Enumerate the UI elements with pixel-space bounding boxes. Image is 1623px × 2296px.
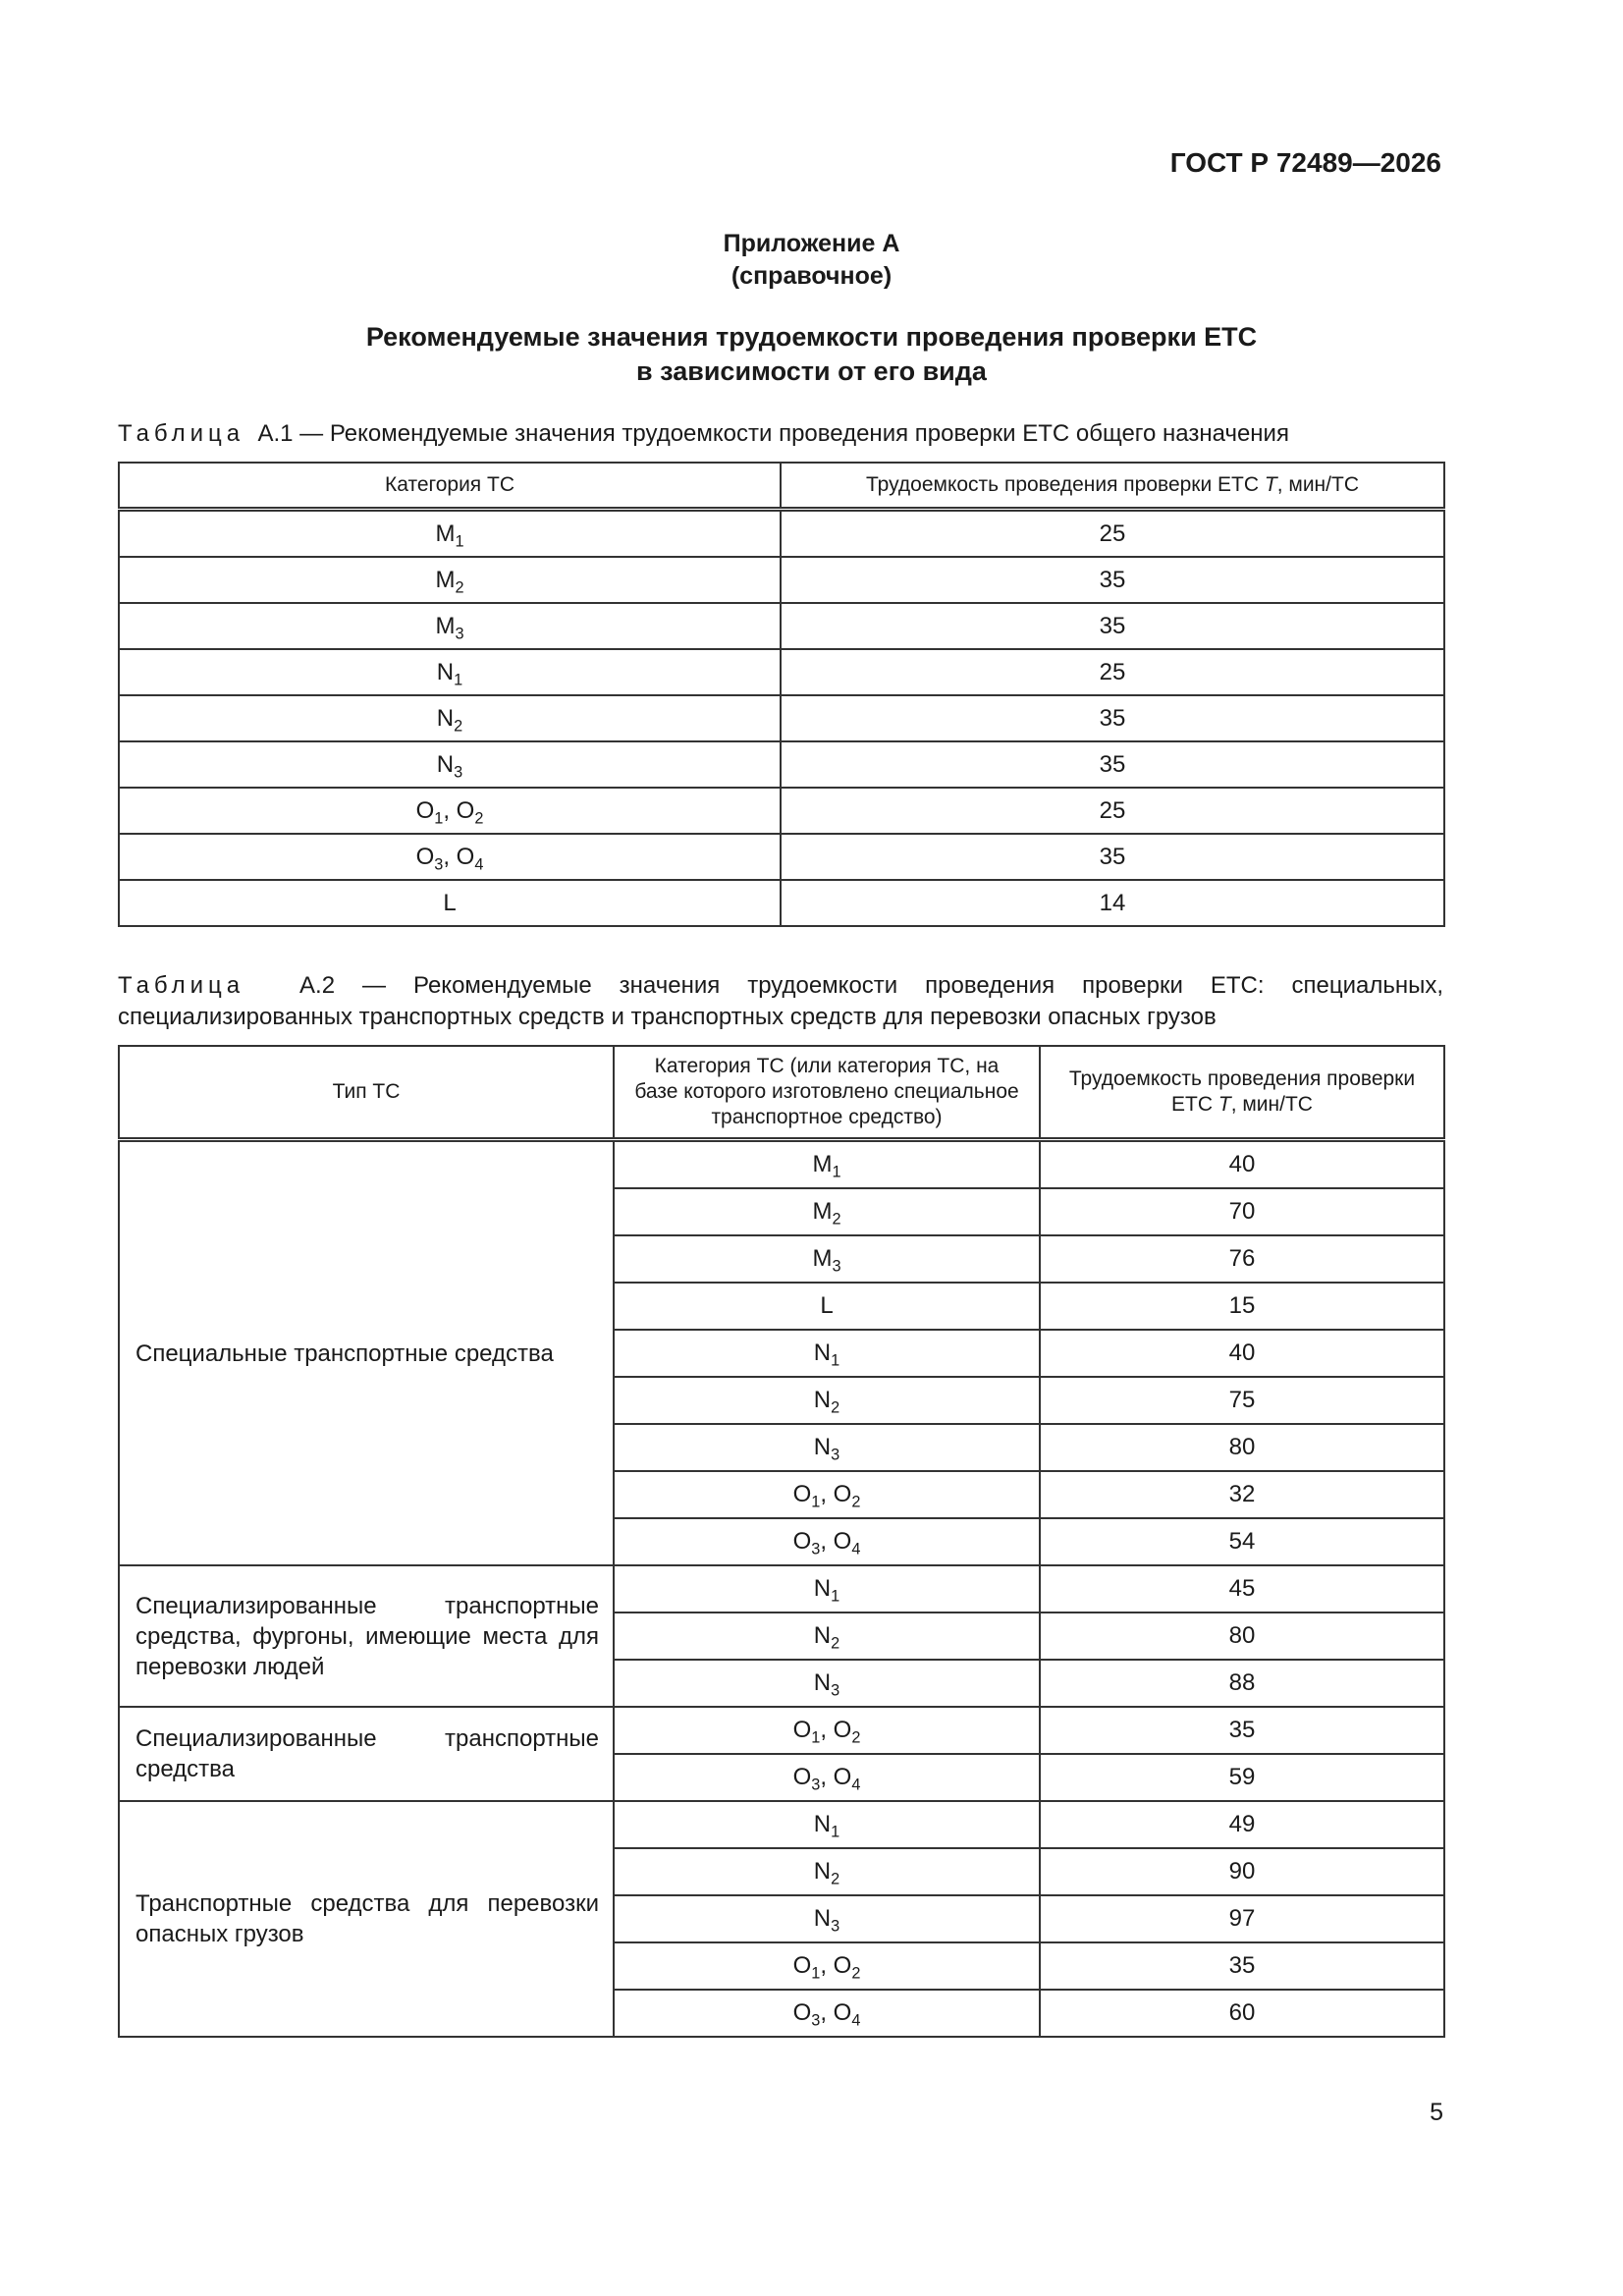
table2-category-cell: $M_2$ [614, 1188, 1040, 1235]
table2-header-value: Трудоемкость проведения проверки ЕТС T, мин/ТС [1040, 1046, 1444, 1140]
table2-type-cell: Специализированные транспортные средства [119, 1707, 614, 1801]
page-number: 5 [1430, 2099, 1443, 2126]
table2-category-cell: $N_1$ [614, 1801, 1040, 1848]
table2-value-cell: 97 [1040, 1895, 1444, 1942]
table2-value-cell: 54 [1040, 1518, 1444, 1565]
table1-value-cell: 35 [781, 741, 1444, 788]
table2-category-cell: $O_3$, $O_4$ [614, 1754, 1040, 1801]
table1-header-value: Трудоемкость проведения проверки ЕТС T, мин/ТС [781, 463, 1444, 510]
table1-value-cell: 25 [781, 788, 1444, 834]
table2-type-cell: Специализированные транспортные средства, фургоны, имеющие места для перевозки людей [119, 1565, 614, 1707]
table1-row [119, 649, 1444, 695]
table1-category-cell: $M_3$ [119, 603, 781, 649]
table2-row [119, 1140, 1444, 1189]
table1-category-cell: $N_2$ [119, 695, 781, 741]
table2-row [119, 1565, 1444, 1613]
table2-category-cell: $N_1$ [614, 1565, 1040, 1613]
table1-row [119, 557, 1444, 603]
table2-header-type: Тип ТС [119, 1046, 614, 1140]
table2-category-cell: $N_2$ [614, 1377, 1040, 1424]
table1-value-cell: 35 [781, 834, 1444, 880]
table1-header-category: Категория ТС [119, 463, 781, 510]
table2-caption [118, 970, 1443, 1033]
table1-row [119, 834, 1444, 880]
table1-row [119, 510, 1444, 558]
table2-category-cell: L [614, 1283, 1040, 1330]
table1-row [119, 603, 1444, 649]
table1-category-cell: $O_1$, $O_2$ [119, 788, 781, 834]
table2-value-cell: 35 [1040, 1707, 1444, 1754]
table1-category-cell: L [119, 880, 781, 926]
table2-category-cell: $N_3$ [614, 1424, 1040, 1471]
table1-row [119, 695, 1444, 741]
table1-value-cell: 25 [781, 510, 1444, 558]
table2-category-cell: $M_1$ [614, 1140, 1040, 1189]
annex-status: (справочное) [730, 262, 893, 290]
table2-value-cell: 75 [1040, 1377, 1444, 1424]
table1-value-cell: 25 [781, 649, 1444, 695]
table2-category-cell: $O_1$, $O_2$ [614, 1707, 1040, 1754]
table2-header-category: Категория ТС (или категория ТС, на базе которого изготовлено специальное транспортное средство) [614, 1046, 1040, 1140]
table2-value-cell: 88 [1040, 1660, 1444, 1707]
table2-value-cell: 32 [1040, 1471, 1444, 1518]
table2-row [119, 1707, 1444, 1754]
table2-category-cell: $O_3$, $O_4$ [614, 1518, 1040, 1565]
table2-category-cell: $O_3$, $O_4$ [614, 1990, 1040, 2037]
table2-value-cell: 70 [1040, 1188, 1444, 1235]
table2-category-cell: $N_1$ [614, 1330, 1040, 1377]
table2-caption-text: А.2 — Рекомендуемые значения трудоемкости проведения проверки ЕТС: специальных, специализированных транспортных средств и транспортных средств для перевозки опасных грузов [118, 972, 1444, 1030]
table2-type-cell: Специальные транспортные средства [119, 1140, 614, 1566]
table1-header-row [119, 463, 1444, 510]
annex-heading-line1: Рекомендуемые значения трудоемкости проведения проверки ЕТС [365, 322, 1258, 352]
table1 [118, 462, 1445, 927]
table2-category-cell: $N_3$ [614, 1895, 1040, 1942]
table2-category-cell: $O_1$, $O_2$ [614, 1471, 1040, 1518]
table1-category-cell: $N_1$ [119, 649, 781, 695]
table2-value-cell: 15 [1040, 1283, 1444, 1330]
table2-category-cell: $N_3$ [614, 1660, 1040, 1707]
table1-body [119, 510, 1444, 927]
table2-value-cell: 90 [1040, 1848, 1444, 1895]
table2-header-row [119, 1046, 1444, 1140]
table2-body [119, 1140, 1444, 2038]
table2-category-cell: $M_3$ [614, 1235, 1040, 1283]
table2-row [119, 1801, 1444, 1848]
table2-value-cell: 80 [1040, 1424, 1444, 1471]
table1-row [119, 788, 1444, 834]
table2-value-cell: 76 [1040, 1235, 1444, 1283]
table2-category-cell: $O_1$, $O_2$ [614, 1942, 1040, 1990]
annex-heading-line2: в зависимости от его вида [636, 356, 987, 386]
table1-value-cell: 35 [781, 603, 1444, 649]
table1-value-cell: 35 [781, 557, 1444, 603]
table1-value-cell: 35 [781, 695, 1444, 741]
table2-value-cell: 80 [1040, 1613, 1444, 1660]
table1-row [119, 741, 1444, 788]
table1-category-cell: $O_3$, $O_4$ [119, 834, 781, 880]
table1-row [119, 880, 1444, 926]
table2-value-cell: 59 [1040, 1754, 1444, 1801]
table2-value-cell: 49 [1040, 1801, 1444, 1848]
annex-title-block [0, 228, 1623, 293]
table1-value-cell: 14 [781, 880, 1444, 926]
annex-title: Приложение А [723, 230, 900, 257]
table2-category-cell: $N_2$ [614, 1613, 1040, 1660]
annex-heading [0, 320, 1623, 389]
table1-caption-text: А.1 — Рекомендуемые значения трудоемкости проведения проверки ЕТС общего назначения [257, 420, 1289, 447]
table1-category-cell: $M_2$ [119, 557, 781, 603]
table2-value-cell: 60 [1040, 1990, 1444, 2037]
table1-caption-prefix: Таблица [118, 420, 245, 447]
table1-caption [118, 418, 1443, 450]
table1-category-cell: $M_1$ [119, 510, 781, 558]
table2-value-cell: 35 [1040, 1942, 1444, 1990]
table2-value-cell: 45 [1040, 1565, 1444, 1613]
table1-category-cell: $N_3$ [119, 741, 781, 788]
table2-value-cell: 40 [1040, 1330, 1444, 1377]
table2 [118, 1045, 1445, 2038]
table2-type-cell: Транспортные средства для перевозки опасных грузов [119, 1801, 614, 2037]
table2-value-cell: 40 [1040, 1140, 1444, 1189]
table2-caption-prefix: Таблица [118, 972, 245, 999]
table2-category-cell: $N_2$ [614, 1848, 1040, 1895]
standard-code: ГОСТ Р 72489—2026 [1169, 147, 1441, 178]
